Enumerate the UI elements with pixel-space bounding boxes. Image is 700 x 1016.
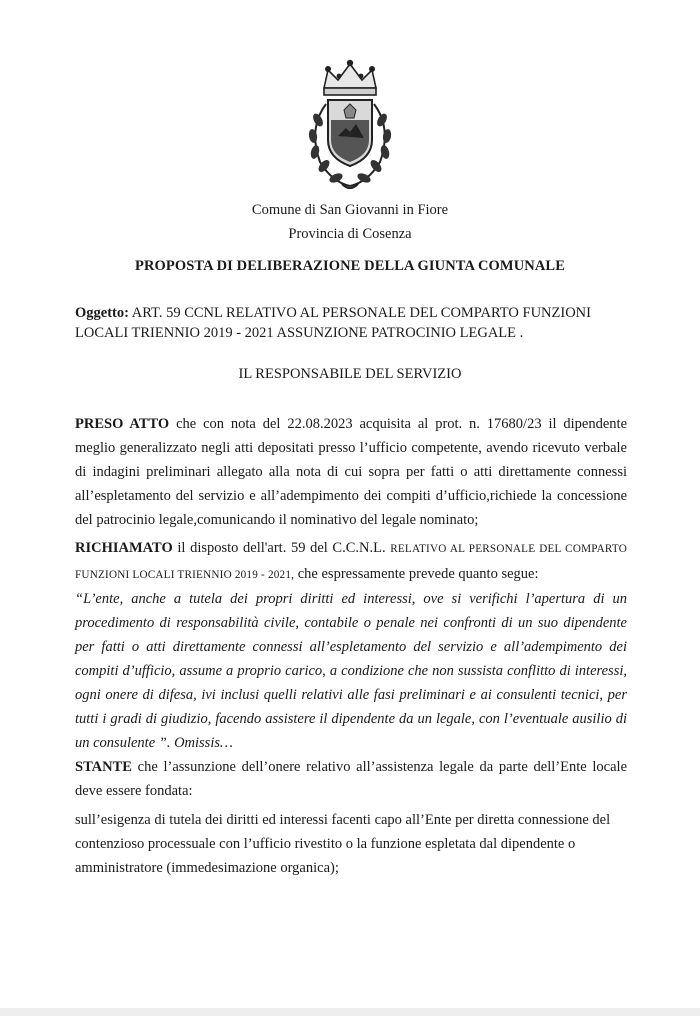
responsabile-heading: IL RESPONSABILE DEL SERVIZIO [238, 366, 462, 382]
stante-text: che l’assunzione dell’onere relativo all’assistenza legale da parte dell’Ente locale deve essere fondata: [75, 759, 628, 800]
richiamato-text-b: che espressamente prevede quanto segue: [297, 565, 539, 582]
oggetto-label: Oggetto: [75, 305, 129, 321]
esigenza-paragraph: sull’esigenza di tutela dei diritti ed interessi facenti capo all’Ente per diretta connessione del contenzioso processuale con l’ufficio rivestito o la funzione espletata dal dipendente o amministratore (immedesimazione organica); [75, 811, 611, 876]
richiamato-text-a: il disposto dell'art. 59 del C.C.N.L. [177, 540, 386, 557]
municipal-coat-of-arms-icon [298, 58, 402, 198]
document-title: PROPOSTA DI DELIBERAZIONE DELLA GIUNTA COMUNALE [135, 258, 565, 274]
stante-label: STANTE [75, 759, 132, 776]
stante-paragraph [75, 755, 627, 803]
provincia-name: Provincia di Cosenza [288, 226, 412, 242]
preso-atto-text: che con nota del 22.08.2023 acquisita al prot. n. 17680/23 il dipendente meglio generalizzato negli atti depositati presso l’ufficio competente, avendo ricevuto verbale di indagini preliminari allegato alla nota di cui sopra per fatti o atti direttamente connessi all’espletamento del servizio e all’adempimento dei compiti d’ufficio,richiede la concessione del patrocinio legale,comunicando il nominativo del legale nominato; [75, 416, 628, 529]
preso-atto-label: PRESO ATTO [75, 416, 170, 432]
richiamato-text-smallcaps: RELATIVO AL PERSONALE DEL COMPARTO FUNZIONI LOCALI TRIENNIO 2019 - 2021, [75, 543, 628, 581]
page-bottom-edge [0, 1008, 700, 1016]
comune-name: Comune di San Giovanni in Fiore [251, 202, 449, 218]
richiamato-paragraph [75, 536, 627, 586]
oggetto-text: ART. 59 CCNL RELATIVO AL PERSONALE DEL COMPARTO FUNZIONI LOCALI TRIENNIO 2019 - 2021 ASSUNZIONE PATROCINIO LEGALE . [75, 305, 591, 341]
preso-atto-paragraph [75, 412, 627, 532]
oggetto-section [75, 303, 635, 343]
document-body [75, 412, 627, 880]
richiamato-label: RICHIAMATO [75, 540, 173, 557]
ccnl-quote: “L’ente, anche a tutela dei propri diritti ed interessi, ove si verifichi l’apertura di un procedimento di responsabilità civile, contabile o penale nei confronti di un suo dipendente per fatti o atti direttamente connessi all’espletamento del servizio e all’adempimento dei compiti d’ufficio, assume a proprio carico, a condizione che non sussista conflitto di interessi, ogni onere di difesa, ivi inclusi quelli relativi alle fasi preliminari e ai consulenti tecnici, per tutti i gradi di giudizio, facendo assistere il dipendente da un legale, con l’eventuale ausilio di un consulente ”. Omissis… [75, 590, 627, 752]
